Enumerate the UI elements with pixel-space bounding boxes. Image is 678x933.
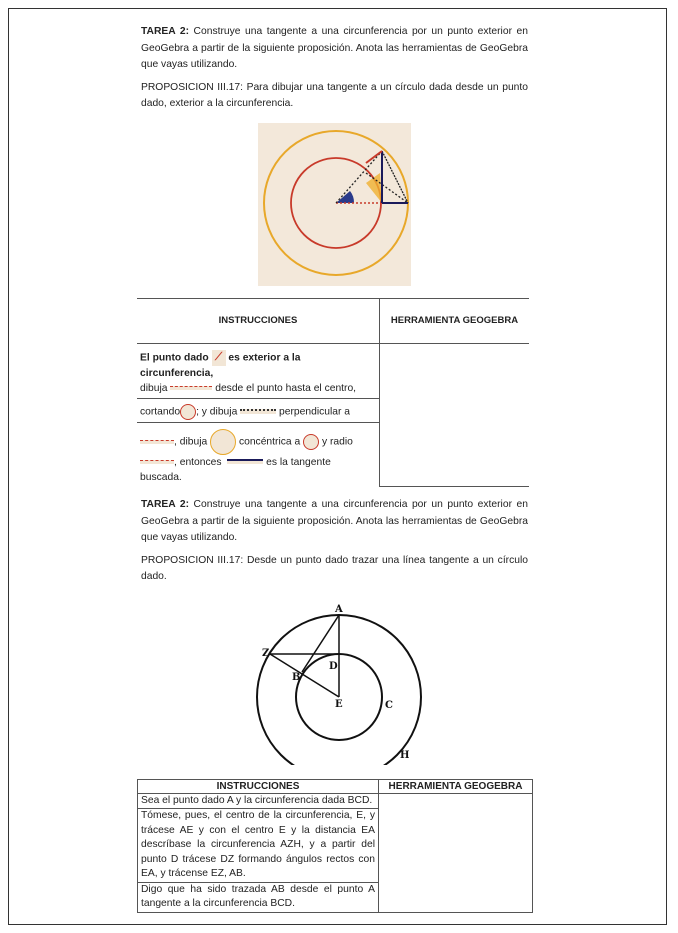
table-row: , dibuja concéntrica a y radio , entonces es la tangente buscada. <box>137 422 380 487</box>
instructions-table-2 <box>137 779 533 913</box>
label-d: D <box>329 660 338 672</box>
page-content <box>141 0 528 925</box>
proposition1: PROPOSICION III.17: Para dibujar una tangente a un círculo dada desde un punto dado, exterior a la circunferencia. <box>141 81 528 109</box>
red-circle-icon <box>303 434 319 450</box>
label-h: H <box>400 749 410 761</box>
table-row: cortando ; y dibuja perpendicular a <box>137 398 380 422</box>
tangent-line-icon <box>227 459 263 464</box>
label-a: A <box>335 603 343 615</box>
table-row: Tómese, pues, el centro de la circunferencia, E, y trácese AE y con el centro E y la distancia EA descríbase la circunferencia AZH, y a partir del punto D trácese DZ formando ángulos rectos con EA, y trácense EZ, AB. <box>138 809 379 883</box>
dashed-segment-icon <box>140 440 174 444</box>
table-row: Digo que ha sido trazada AB desde el punto A tangente a la circunferencia BCD. <box>138 882 379 912</box>
dotted-line-icon <box>240 409 276 414</box>
header-instrucciones: INSTRUCCIONES <box>138 779 379 793</box>
label-c: C <box>385 699 393 711</box>
red-circle-icon <box>180 404 196 420</box>
task-label: TAREA 2: <box>141 26 190 37</box>
segment-icon <box>170 386 212 390</box>
task1-paragraph <box>141 24 528 74</box>
table-row: El punto dado ⟋ es exterior a la circunferencia, dibuja desde el punto hasta el centro, <box>137 343 380 398</box>
task2-paragraph: TAREA 2: Construye una tangente a una circunferencia por un punto exterior en GeoGebra a partir de la siguiente proposición. Anota las herramientas de GeoGebra que vayas utilizando. <box>141 499 528 543</box>
tool-cell[interactable] <box>380 343 530 487</box>
label-z: Z <box>262 647 270 659</box>
point-icon: ⟋ <box>212 350 226 366</box>
header-herramienta: HERRAMIENTA GEOGEBRA <box>380 298 530 343</box>
orange-circle-icon <box>210 429 236 455</box>
label-b: B <box>292 671 301 683</box>
instructions-table-1 <box>137 298 529 488</box>
header-herramienta: HERRAMIENTA GEOGEBRA <box>379 779 533 793</box>
figure-euclid-diagram <box>242 600 427 765</box>
task-text: Construye una tangente a una circunferencia por un punto exterior en GeoGebra a partir de la siguiente proposición. Anota las herramientas de GeoGebra que vayas utilizando. <box>141 26 528 70</box>
label-e: E <box>335 698 343 710</box>
proposition2: PROPOSICION III.17: Desde un punto dado trazar una línea tangente a un círculo dado. <box>141 554 528 582</box>
header-instrucciones: INSTRUCCIONES <box>137 298 380 343</box>
figure-geogebra-construction <box>258 123 411 286</box>
table-row: Sea el punto dado A y la circunferencia dada BCD. <box>138 793 379 809</box>
radius-icon <box>140 460 174 464</box>
tool-cell[interactable] <box>379 793 533 912</box>
